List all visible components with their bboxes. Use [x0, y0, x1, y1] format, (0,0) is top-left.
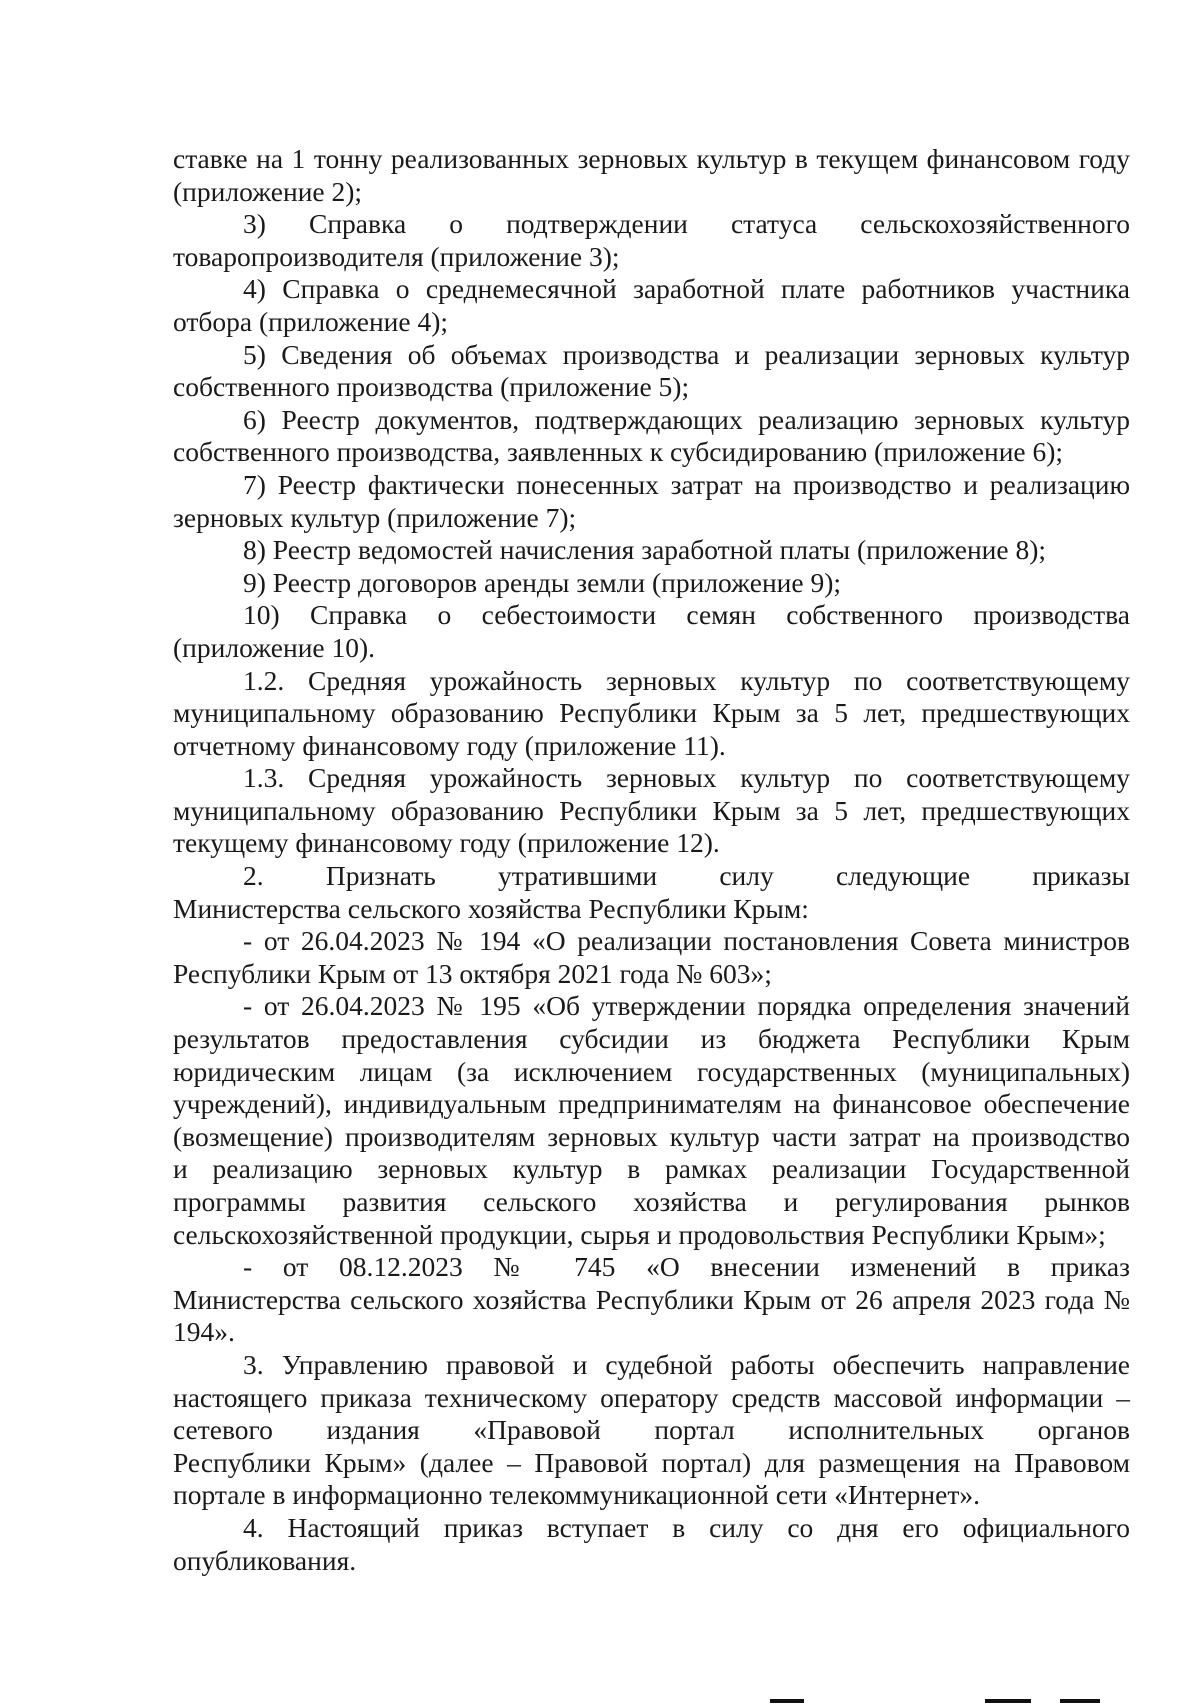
text-line: Республики Крым от 13 октября 2021 года № 603»; [173, 957, 772, 989]
text-line: 10) Справка о себестоимости семян собственного производства [243, 599, 1130, 631]
text-line: 3) Справка о подтверждении статуса сельскохозяйственного [243, 208, 1130, 240]
text-line: - от 26.04.2023 № 194 «О реализации постановления Совета министров [243, 925, 1130, 957]
text-line: (приложение 10). [173, 631, 376, 663]
text-line: муниципальному образованию Республики Крым за 5 лет, предшествующих [173, 697, 1130, 729]
text-line: 1.2. Средняя урожайность зерновых культур по соответствующему [243, 664, 1130, 696]
text-line: результатов предоставления субсидии из бюджета Республики Крым [173, 1023, 1130, 1055]
text-line: сетевого издания «Правовой портал исполнительных органов [173, 1414, 1130, 1446]
text-line: 8) Реестр ведомостей начисления заработной платы (приложение 8); [243, 534, 1047, 566]
text-line: опубликования. [173, 1544, 357, 1576]
text-line: и реализацию зерновых культур в рамках реализации Государственной [173, 1153, 1130, 1185]
text-line: Министерства сельского хозяйства Республики Крым от 26 апреля 2023 года № [173, 1283, 1130, 1315]
text-line: собственного производства (приложение 5); [173, 371, 690, 403]
text-line: 7) Реестр фактически понесенных затрат на производство и реализацию [243, 468, 1130, 500]
text-line: настоящего приказа техническому оператору средств массовой информации – [173, 1381, 1130, 1413]
text-line: 3. Управлению правовой и судебной работы обеспечить направление [243, 1348, 1130, 1380]
text-line: собственного производства, заявленных к субсидированию (приложение 6); [173, 436, 1064, 468]
text-line: 5) Сведения об объемах производства и реализации зерновых культур [243, 338, 1130, 370]
scan-artifact-mark [985, 1699, 1031, 1703]
document-body [173, 143, 1130, 1577]
text-line: учреждений), индивидуальным предпринимателям на финансовое обеспечение [173, 1088, 1130, 1120]
text-line: ставке на 1 тонну реализованных зерновых культур в текущем финансовом году [173, 143, 1130, 174]
text-line: - от 26.04.2023 № 195 «Об утверждении порядка определения значений [243, 990, 1130, 1022]
text-line: 194». [173, 1316, 235, 1348]
text-line: 4) Справка о среднемесячной заработной плате работников участника [243, 273, 1130, 305]
text-line: (приложение 2); [173, 175, 363, 207]
text-line: Республики Крым» (далее – Правовой портал) для размещения на Правовом [173, 1446, 1130, 1478]
text-line: зерновых культур (приложение 7); [173, 501, 577, 533]
text-line: сельскохозяйственной продукции, сырья и продовольствия Республики Крым»; [173, 1218, 1106, 1250]
text-line: портале в информационно телекоммуникационной сети «Интернет». [173, 1479, 980, 1511]
text-line: товаропроизводителя (приложение 3); [173, 240, 620, 272]
scan-artifact-mark [1060, 1699, 1100, 1703]
text-line: 4. Настоящий приказ вступает в силу со дня его официального [243, 1511, 1130, 1543]
text-line: 6) Реестр документов, подтверждающих реализацию зерновых культур [243, 403, 1130, 435]
scan-artifact-mark [770, 1699, 804, 1703]
text-line: 2. Признать утратившими силу следующие приказы [243, 860, 1130, 892]
text-line: текущему финансовому году (приложение 12). [173, 827, 720, 859]
text-line: программы развития сельского хозяйства и регулирования рынков [173, 1186, 1130, 1217]
text-line: 9) Реестр договоров аренды земли (приложение 9); [243, 566, 842, 598]
text-line: 1.3. Средняя урожайность зерновых культур по соответствующему [243, 762, 1130, 794]
text-line: - от 08.12.2023 № 745 «О внесении изменений в приказ [243, 1251, 1130, 1283]
text-line: муниципальному образованию Республики Крым за 5 лет, предшествующих [173, 794, 1130, 826]
text-line: отчетному финансовому году (приложение 11). [173, 729, 726, 761]
text-line: (возмещение) производителям зерновых культур части затрат на производство [173, 1120, 1130, 1152]
text-line: юридическим лицам (за исключением государственных (муниципальных) [173, 1055, 1130, 1087]
text-line: Министерства сельского хозяйства Республики Крым: [173, 892, 809, 924]
text-line: отбора (приложение 4); [173, 305, 449, 337]
